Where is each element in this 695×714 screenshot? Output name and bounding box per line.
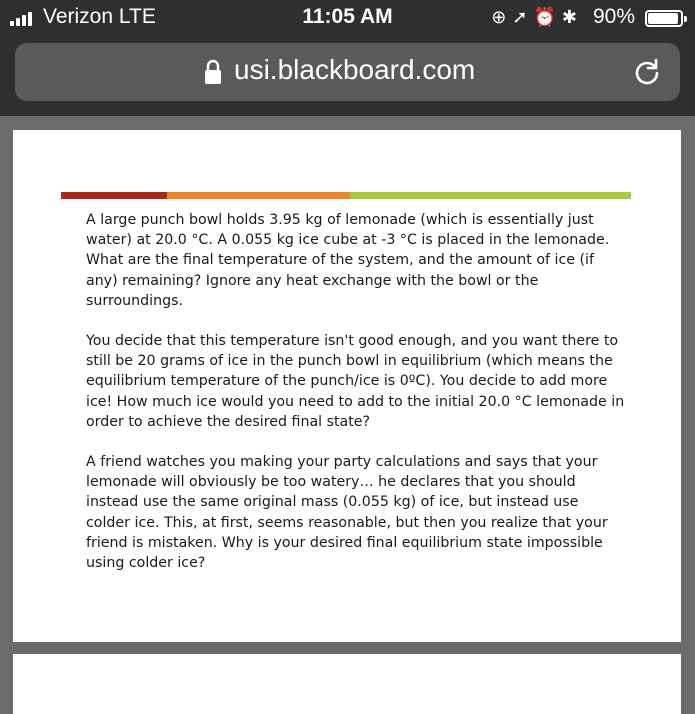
battery-icon	[645, 10, 683, 27]
question-paragraph-1: A large punch bowl holds 3.95 kg of lemonade (which is essentially just water) at 20.0 °C. A 0.055 kg ice cube at -3 °C is placed in the lemonade. What are the final temperature of the system, and the amount of ice (if any) remaining? Ignore any heat exchange with the bowl or the surroundings.	[86, 212, 610, 309]
question-paragraph-2: You decide that this temperature isn't good enough, and you want there to still be 20 grams of ice in the punch bowl in equilibrium (which means the equilibrium temperature of the punch/ice is 0ºC). You decide to add more ice! How much ice would you need to add to the initial 20.0 °C lemonade in order to achieve the desired final state?	[86, 333, 625, 430]
alarm-icon: ⏰	[533, 7, 562, 27]
browser-toolbar	[0, 36, 695, 116]
location-arrow-icon: ➚	[512, 7, 534, 27]
url-text: usi.blackboard.com	[234, 54, 476, 85]
battery-percent: 90%	[592, 5, 635, 28]
carrier-label: Verizon LTE	[43, 5, 156, 28]
bluetooth-icon: ✱	[561, 7, 583, 27]
reload-icon[interactable]	[632, 57, 662, 87]
color-bar-red	[61, 192, 167, 199]
question-card	[13, 130, 681, 642]
color-bar-orange	[167, 192, 350, 199]
color-divider	[61, 192, 631, 199]
status-bar	[0, 0, 695, 36]
status-icons	[491, 7, 583, 28]
lock-rotation-icon: ⊕	[491, 7, 513, 27]
status-time: 11:05 AM	[302, 5, 393, 28]
page-content	[0, 116, 695, 700]
color-bar-green	[350, 192, 631, 199]
question-paragraph-3: A friend watches you making your party calculations and says that your lemonade will obviously be too watery… he declares that you should instead use the same original mass (0.055 kg) of ice, but instead use colder ice. This, at first, seems reasonable, but then you realize that your friend is mistaken. Why is your desired final equilibrium state impossible using colder ice?	[86, 454, 608, 572]
address-bar[interactable]	[15, 43, 680, 101]
lock-icon	[204, 59, 222, 85]
next-card	[13, 654, 681, 714]
